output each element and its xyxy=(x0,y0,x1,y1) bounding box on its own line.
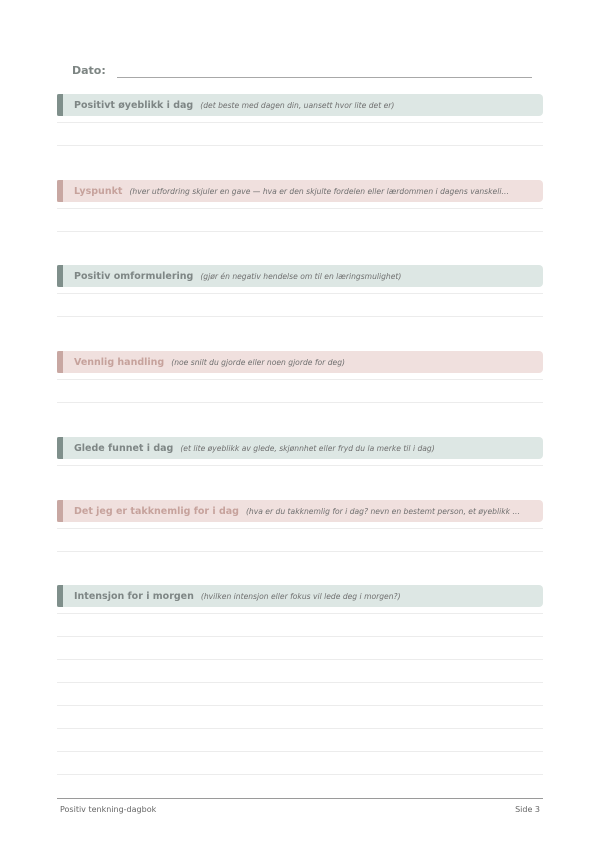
section-subtitle: (hvilken intensjon eller fokus vil lede deg i morgen?) xyxy=(200,591,401,601)
writing-line[interactable] xyxy=(57,613,543,614)
section-accent-bar xyxy=(57,351,63,373)
section-header xyxy=(57,437,543,459)
section-header xyxy=(57,180,543,202)
writing-line[interactable] xyxy=(57,465,543,466)
section-subtitle: (det beste med dagen din, uansett hvor lite det er) xyxy=(200,100,395,110)
section-title: Vennlig handling xyxy=(74,356,165,368)
date-label: Dato: xyxy=(72,64,106,77)
date-row xyxy=(72,62,532,80)
section-bright-spot xyxy=(57,180,543,202)
writing-line[interactable] xyxy=(57,402,543,403)
section-accent-bar xyxy=(57,585,63,607)
section-accent-bar xyxy=(57,265,63,287)
writing-line[interactable] xyxy=(57,751,543,752)
section-subtitle: (et lite øyeblikk av glede, skjønnhet eller fryd du la merke til i dag) xyxy=(180,443,435,453)
writing-line[interactable] xyxy=(57,774,543,775)
writing-line[interactable] xyxy=(57,728,543,729)
section-accent-bar xyxy=(57,180,63,202)
writing-line[interactable] xyxy=(57,208,543,209)
section-intention-tomorrow xyxy=(57,585,543,607)
page-footer xyxy=(57,798,543,814)
footer-page-number: Side 3 xyxy=(515,805,540,814)
section-subtitle: (noe snilt du gjorde eller noen gjorde for deg) xyxy=(171,357,345,367)
section-title: Det jeg er takknemlig for i dag xyxy=(74,505,239,517)
writing-line[interactable] xyxy=(57,636,543,637)
section-header xyxy=(57,265,543,287)
writing-line[interactable] xyxy=(57,528,543,529)
writing-line[interactable] xyxy=(57,551,543,552)
section-kind-act xyxy=(57,351,543,373)
footer-journal-title: Positiv tenkning-dagbok xyxy=(60,805,157,814)
section-reframe xyxy=(57,265,543,287)
writing-line[interactable] xyxy=(57,682,543,683)
date-field-line[interactable] xyxy=(117,77,532,78)
section-subtitle: (hva er du takknemlig for i dag? nevn en bestemt person, et øyeblikk … xyxy=(245,506,521,516)
writing-line[interactable] xyxy=(57,145,543,146)
writing-line[interactable] xyxy=(57,659,543,660)
section-header xyxy=(57,351,543,373)
section-subtitle: (hver utfordring skjuler en gave — hva er den skjulte fordelen eller lærdommen i dagens vanskeli… xyxy=(129,186,510,196)
writing-line[interactable] xyxy=(57,379,543,380)
section-header xyxy=(57,500,543,522)
writing-line[interactable] xyxy=(57,231,543,232)
section-header xyxy=(57,94,543,116)
writing-line[interactable] xyxy=(57,293,543,294)
section-title: Positiv omformulering xyxy=(74,270,194,282)
section-accent-bar xyxy=(57,437,63,459)
section-gratitude xyxy=(57,500,543,522)
section-header xyxy=(57,585,543,607)
section-title: Glede funnet i dag xyxy=(74,442,174,454)
section-accent-bar xyxy=(57,94,63,116)
writing-line[interactable] xyxy=(57,705,543,706)
section-title: Intensjon for i morgen xyxy=(74,590,194,602)
section-title: Positivt øyeblikk i dag xyxy=(74,99,194,111)
writing-line[interactable] xyxy=(57,122,543,123)
section-joy-found xyxy=(57,437,543,459)
section-subtitle: (gjør én negativ hendelse om til en læringsmulighet) xyxy=(200,271,402,281)
writing-line[interactable] xyxy=(57,316,543,317)
section-accent-bar xyxy=(57,500,63,522)
section-positive-moment xyxy=(57,94,543,116)
section-title: Lyspunkt xyxy=(74,185,123,197)
